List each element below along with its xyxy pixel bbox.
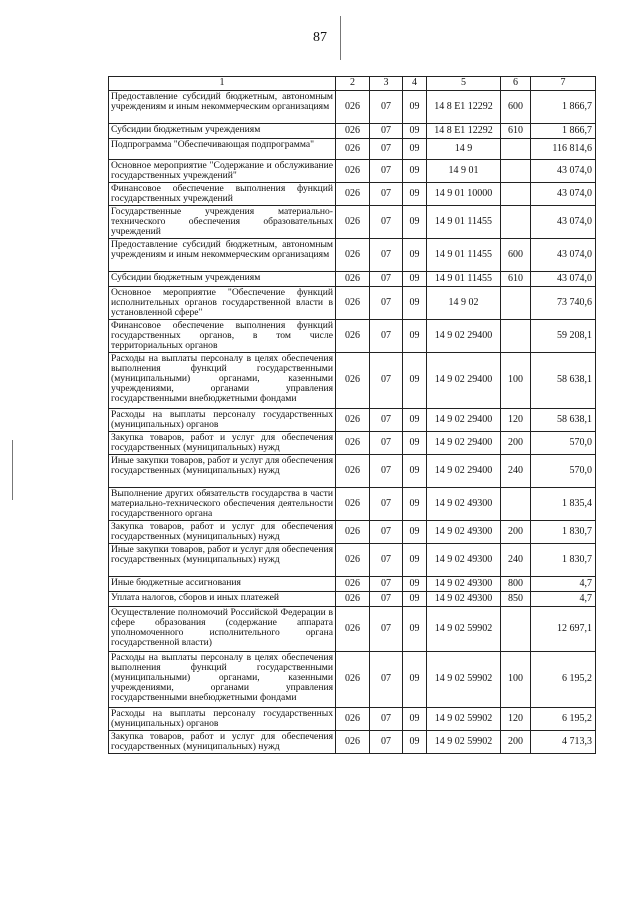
row-name: Предоставление субсидий бюджетным, автономным учреждениям и иным некоммерческим организациям [109, 239, 336, 272]
row-code-subsection: 09 [403, 124, 427, 139]
table-row [109, 432, 596, 455]
row-code-target: 14 9 02 49300 [427, 488, 501, 521]
row-code-expense-type [501, 320, 531, 353]
row-code-section: 07 [370, 592, 403, 607]
row-code-ministry: 026 [336, 432, 370, 455]
row-code-subsection: 09 [403, 206, 427, 239]
row-code-expense-type: 200 [501, 731, 531, 754]
row-code-section: 07 [370, 272, 403, 287]
row-amount: 6 195,2 [531, 708, 596, 731]
row-code-subsection: 09 [403, 320, 427, 353]
header-col-4: 4 [403, 77, 427, 91]
row-code-target: 14 9 01 11455 [427, 239, 501, 272]
row-code-section: 07 [370, 432, 403, 455]
row-code-ministry: 026 [336, 272, 370, 287]
row-amount: 1 866,7 [531, 124, 596, 139]
row-code-expense-type [501, 160, 531, 183]
header-col-6: 6 [501, 77, 531, 91]
row-code-section: 07 [370, 124, 403, 139]
row-name: Государственные учреждения материально-технического обеспечения образовательных учреждений [109, 206, 336, 239]
row-code-expense-type [501, 206, 531, 239]
row-code-ministry: 026 [336, 206, 370, 239]
row-code-subsection: 09 [403, 91, 427, 124]
row-name: Подпрограмма "Обеспечивающая подпрограмма" [109, 139, 336, 160]
table-row [109, 206, 596, 239]
row-code-ministry: 026 [336, 160, 370, 183]
row-code-subsection: 09 [403, 239, 427, 272]
row-code-ministry: 026 [336, 731, 370, 754]
row-code-ministry: 026 [336, 708, 370, 731]
row-code-ministry: 026 [336, 287, 370, 320]
row-code-ministry: 026 [336, 320, 370, 353]
row-code-subsection: 09 [403, 592, 427, 607]
row-code-section: 07 [370, 320, 403, 353]
row-amount: 6 195,2 [531, 652, 596, 708]
row-amount: 570,0 [531, 455, 596, 488]
row-name: Субсидии бюджетным учреждениям [109, 124, 336, 139]
header-col-3: 3 [370, 77, 403, 91]
row-name: Закупка товаров, работ и услуг для обеспечения государственных (муниципальных) нужд [109, 521, 336, 544]
row-code-section: 07 [370, 206, 403, 239]
row-code-ministry: 026 [336, 455, 370, 488]
row-code-target: 14 8 E1 12292 [427, 91, 501, 124]
row-code-subsection: 09 [403, 353, 427, 409]
row-code-section: 07 [370, 91, 403, 124]
row-amount: 4,7 [531, 592, 596, 607]
row-code-target: 14 9 [427, 139, 501, 160]
row-code-subsection: 09 [403, 160, 427, 183]
row-code-subsection: 09 [403, 488, 427, 521]
row-name: Основное мероприятие "Обеспечение функций исполнительных органов государственной власти в установленной сфере" [109, 287, 336, 320]
row-code-target: 14 9 02 29400 [427, 432, 501, 455]
row-code-expense-type: 600 [501, 91, 531, 124]
row-amount: 59 208,1 [531, 320, 596, 353]
row-code-section: 07 [370, 353, 403, 409]
row-code-expense-type: 120 [501, 708, 531, 731]
row-amount: 1 835,4 [531, 488, 596, 521]
row-name: Расходы на выплаты персоналу государственных (муниципальных) органов [109, 708, 336, 731]
table-row [109, 409, 596, 432]
row-code-section: 07 [370, 409, 403, 432]
table-row [109, 139, 596, 160]
table-row [109, 488, 596, 521]
row-code-subsection: 09 [403, 432, 427, 455]
row-code-expense-type: 850 [501, 592, 531, 607]
row-code-expense-type: 100 [501, 353, 531, 409]
row-code-ministry: 026 [336, 521, 370, 544]
row-code-subsection: 09 [403, 607, 427, 652]
row-amount: 4 713,3 [531, 731, 596, 754]
row-amount: 43 074,0 [531, 272, 596, 287]
row-code-section: 07 [370, 160, 403, 183]
row-code-target: 14 8 E1 12292 [427, 124, 501, 139]
row-name: Закупка товаров, работ и услуг для обеспечения государственных (муниципальных) нужд [109, 731, 336, 754]
row-name: Предоставление субсидий бюджетным, автономным учреждениям и иным некоммерческим организациям [109, 91, 336, 124]
table-row [109, 521, 596, 544]
row-name: Иные бюджетные ассигнования [109, 577, 336, 592]
row-code-section: 07 [370, 139, 403, 160]
row-amount: 43 074,0 [531, 239, 596, 272]
row-code-expense-type: 240 [501, 455, 531, 488]
row-code-target: 14 9 02 59902 [427, 607, 501, 652]
row-name: Расходы на выплаты персоналу государственных (муниципальных) органов [109, 409, 336, 432]
row-amount: 58 638,1 [531, 409, 596, 432]
row-code-target: 14 9 02 49300 [427, 544, 501, 577]
row-code-subsection: 09 [403, 708, 427, 731]
row-code-expense-type: 610 [501, 272, 531, 287]
table-row [109, 287, 596, 320]
row-code-ministry: 026 [336, 409, 370, 432]
row-code-section: 07 [370, 239, 403, 272]
row-code-target: 14 9 02 59902 [427, 652, 501, 708]
table-row [109, 124, 596, 139]
row-code-subsection: 09 [403, 731, 427, 754]
header-col-7: 7 [531, 77, 596, 91]
row-code-expense-type: 600 [501, 239, 531, 272]
row-code-subsection: 09 [403, 577, 427, 592]
row-code-target: 14 9 02 29400 [427, 455, 501, 488]
header-row [109, 77, 596, 91]
table-row [109, 91, 596, 124]
row-code-expense-type: 200 [501, 521, 531, 544]
row-amount: 1 866,7 [531, 91, 596, 124]
table-body [109, 91, 596, 754]
row-name: Осуществление полномочий Российской Федерации в сфере образования (содержание аппарата уполномоченного исполнительного органа государственной власти) [109, 607, 336, 652]
budget-table-container [108, 76, 595, 754]
row-name: Основное мероприятие "Содержание и обслуживание государственных учреждений" [109, 160, 336, 183]
row-amount: 43 074,0 [531, 160, 596, 183]
row-code-ministry: 026 [336, 652, 370, 708]
row-amount: 43 074,0 [531, 183, 596, 206]
table-row [109, 592, 596, 607]
row-code-target: 14 9 01 10000 [427, 183, 501, 206]
row-code-section: 07 [370, 708, 403, 731]
budget-table [108, 76, 596, 754]
row-code-target: 14 9 02 49300 [427, 592, 501, 607]
header-col-2: 2 [336, 77, 370, 91]
row-code-subsection: 09 [403, 652, 427, 708]
row-code-ministry: 026 [336, 544, 370, 577]
row-code-section: 07 [370, 607, 403, 652]
row-code-subsection: 09 [403, 287, 427, 320]
row-code-ministry: 026 [336, 577, 370, 592]
row-code-subsection: 09 [403, 521, 427, 544]
row-code-ministry: 026 [336, 124, 370, 139]
table-row [109, 652, 596, 708]
row-code-section: 07 [370, 287, 403, 320]
row-code-target: 14 9 02 49300 [427, 521, 501, 544]
row-amount: 12 697,1 [531, 607, 596, 652]
row-name: Иные закупки товаров, работ и услуг для обеспечения государственных (муниципальных) нужд [109, 455, 336, 488]
row-code-target: 14 9 02 29400 [427, 353, 501, 409]
row-code-expense-type [501, 287, 531, 320]
row-code-ministry: 026 [336, 353, 370, 409]
row-code-section: 07 [370, 455, 403, 488]
row-code-ministry: 026 [336, 139, 370, 160]
table-row [109, 160, 596, 183]
row-code-section: 07 [370, 652, 403, 708]
row-code-section: 07 [370, 488, 403, 521]
table-row [109, 708, 596, 731]
row-amount: 58 638,1 [531, 353, 596, 409]
table-row [109, 577, 596, 592]
row-code-target: 14 9 02 49300 [427, 577, 501, 592]
row-code-ministry: 026 [336, 183, 370, 206]
row-code-expense-type: 800 [501, 577, 531, 592]
row-code-target: 14 9 01 [427, 160, 501, 183]
row-code-subsection: 09 [403, 544, 427, 577]
row-code-ministry: 026 [336, 607, 370, 652]
row-amount: 116 814,6 [531, 139, 596, 160]
row-code-target: 14 9 02 59902 [427, 731, 501, 754]
table-row [109, 455, 596, 488]
row-name: Иные закупки товаров, работ и услуг для обеспечения государственных (муниципальных) нужд [109, 544, 336, 577]
table-row [109, 353, 596, 409]
row-code-expense-type: 120 [501, 409, 531, 432]
row-code-expense-type [501, 139, 531, 160]
row-code-expense-type: 610 [501, 124, 531, 139]
header-col-1: 1 [109, 77, 336, 91]
crop-mark-left [12, 440, 13, 500]
row-name: Выполнение других обязательств государства в части материально-технического обеспечения деятельности государственного органа [109, 488, 336, 521]
row-name: Уплата налогов, сборов и иных платежей [109, 592, 336, 607]
row-amount: 73 740,6 [531, 287, 596, 320]
row-code-expense-type: 100 [501, 652, 531, 708]
row-code-target: 14 9 02 59902 [427, 708, 501, 731]
row-amount: 1 830,7 [531, 544, 596, 577]
row-name: Расходы на выплаты персоналу в целях обеспечения выполнения функций государственными (муниципальными) органами, казенными учреждениями, органами управления государственными внебюджетными фондами [109, 652, 336, 708]
row-code-target: 14 9 02 29400 [427, 409, 501, 432]
row-code-subsection: 09 [403, 409, 427, 432]
row-name: Расходы на выплаты персоналу в целях обеспечения выполнения функций государственными (муниципальными) органами, казенными учреждениями, органами управления государственными внебюджетными фондами [109, 353, 336, 409]
row-amount: 1 830,7 [531, 521, 596, 544]
row-code-expense-type [501, 488, 531, 521]
table-row [109, 239, 596, 272]
row-code-subsection: 09 [403, 455, 427, 488]
row-code-section: 07 [370, 521, 403, 544]
row-code-ministry: 026 [336, 239, 370, 272]
row-code-expense-type: 200 [501, 432, 531, 455]
row-name: Закупка товаров, работ и услуг для обеспечения государственных (муниципальных) нужд [109, 432, 336, 455]
row-name: Финансовое обеспечение выполнения функций государственных учреждений [109, 183, 336, 206]
row-code-section: 07 [370, 577, 403, 592]
table-row [109, 320, 596, 353]
row-code-section: 07 [370, 544, 403, 577]
row-code-target: 14 9 01 11455 [427, 206, 501, 239]
row-code-section: 07 [370, 731, 403, 754]
row-amount: 43 074,0 [531, 206, 596, 239]
row-code-target: 14 9 01 11455 [427, 272, 501, 287]
table-row [109, 731, 596, 754]
table-row [109, 544, 596, 577]
row-code-section: 07 [370, 183, 403, 206]
row-code-target: 14 9 02 [427, 287, 501, 320]
row-code-subsection: 09 [403, 139, 427, 160]
row-code-expense-type: 240 [501, 544, 531, 577]
page-number: 87 [313, 30, 327, 45]
row-amount: 570,0 [531, 432, 596, 455]
table-row [109, 272, 596, 287]
row-code-target: 14 9 02 29400 [427, 320, 501, 353]
row-code-subsection: 09 [403, 183, 427, 206]
row-code-expense-type [501, 607, 531, 652]
header-col-5: 5 [427, 77, 501, 91]
row-amount: 4,7 [531, 577, 596, 592]
row-code-ministry: 026 [336, 91, 370, 124]
row-name: Финансовое обеспечение выполнения функций государственных органов, в том числе территориальных органов [109, 320, 336, 353]
row-code-expense-type [501, 183, 531, 206]
table-row [109, 183, 596, 206]
row-name: Субсидии бюджетным учреждениям [109, 272, 336, 287]
row-code-subsection: 09 [403, 272, 427, 287]
row-code-ministry: 026 [336, 592, 370, 607]
table-row [109, 607, 596, 652]
row-code-ministry: 026 [336, 488, 370, 521]
